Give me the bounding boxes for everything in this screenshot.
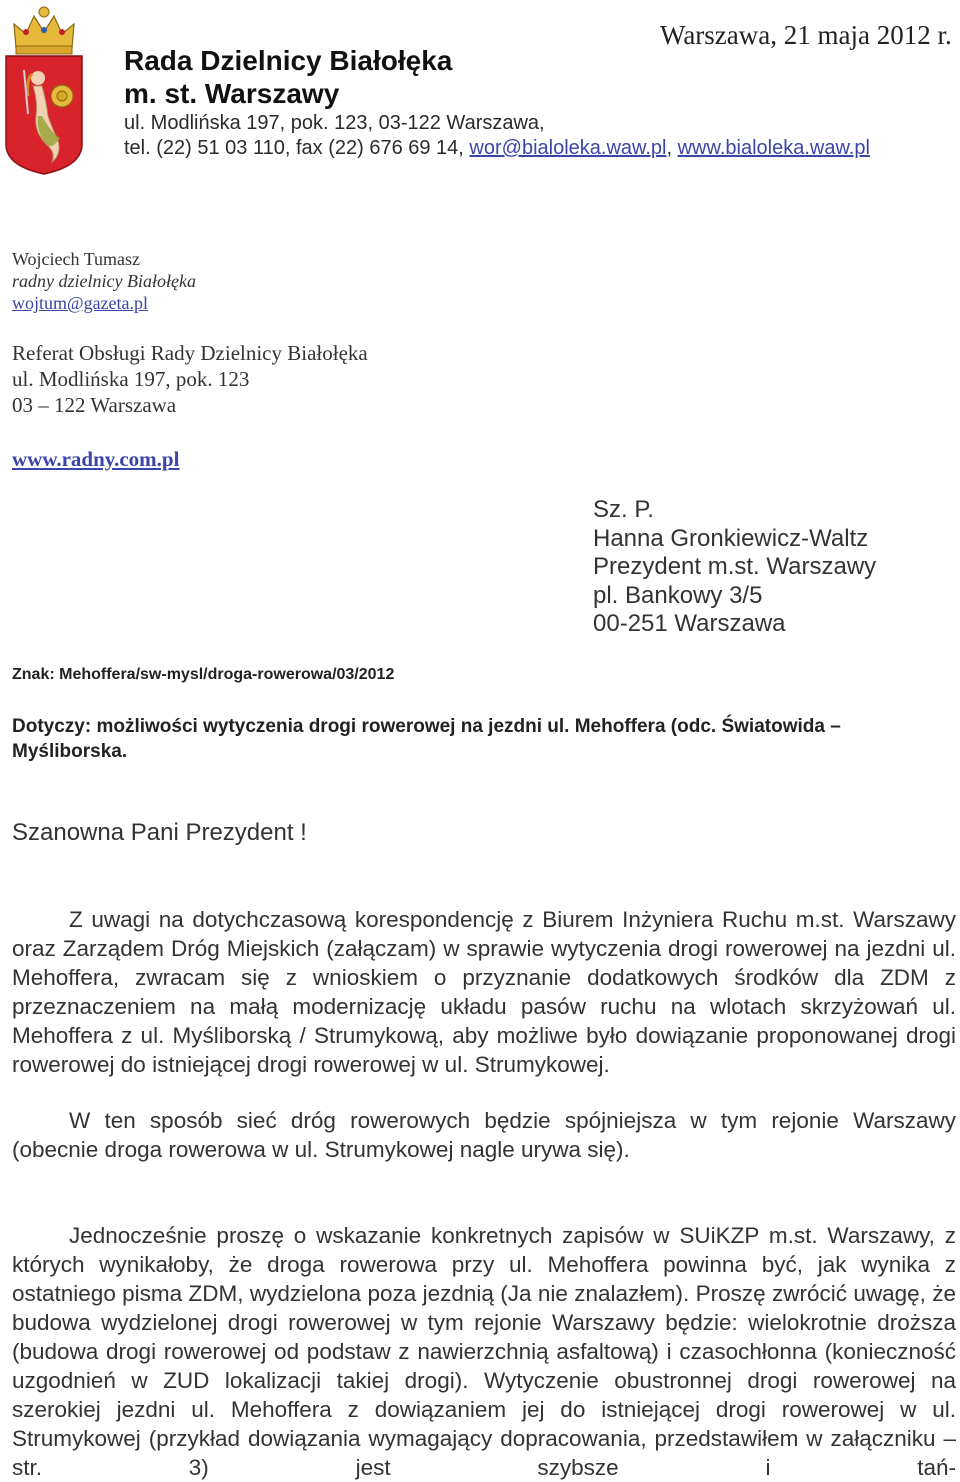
organization-street: ul. Modlińska 197, pok. 123, 03-122 Warszawa, xyxy=(124,112,545,134)
reference-number: Znak: Mehoffera/sw-mysl/droga-rowerowa/03/2012 xyxy=(12,666,395,683)
body-paragraph-2: W ten sposób sieć dróg rowerowych będzie spójniejsza w tym rejonie Warszawy (obecnie droga rowerowa w ul. Strumykowej nagle urywa się). xyxy=(12,1108,956,1162)
organization-address xyxy=(124,111,870,161)
addressee-title: Sz. P. xyxy=(593,496,654,523)
organization-name xyxy=(124,44,452,110)
addressee-postcode: 00-251 Warszawa xyxy=(593,610,786,637)
addressee-position: Prezydent m.st. Warszawy xyxy=(593,553,877,580)
letter-subject: Dotyczy: możliwości wytyczenia drogi rowerowej na jezdni ul. Mehoffera (odc. Światowida – Myśliborska. xyxy=(12,716,841,762)
office-street: ul. Modlińska 197, pok. 123 xyxy=(12,367,250,391)
recipient-office-block xyxy=(12,340,368,418)
addressee-street: pl. Bankowy 3/5 xyxy=(593,581,763,609)
addressee-name: Hanna Gronkiewicz-Waltz xyxy=(593,524,869,552)
body-paragraph-1: Z uwagi na dotychczasową korespondencję z Biurem Inżyniera Ruchu m.st. Warszawy oraz Zarządem Dróg Miejskich (załączam) w sprawie wytyczenia drogi rowerowej na jezdni ul. Mehoffera, zwracam się z wnioskiem o przyznanie dodatkowych środków dla ZDM z przeznaczeniem na małą modernizację układu pasów ruchu na wlotach skrzyżowań ul. Mehoffera z ul. Myśliborską / Strumykową, aby możliwe było dowiązanie proponowanej drogi rowerowej do istniejącej drogi rowerowej w ul. Strumykowej. xyxy=(12,907,956,1077)
organization-website-link[interactable]: www.bialoleka.waw.pl xyxy=(677,137,870,159)
salutation: Szanowna Pani Prezydent ! xyxy=(12,819,307,846)
body-paragraph-3: Jednocześnie proszę o wskazanie konkretnych zapisów w SUiKZP m.st. Warszawy, z których wynikałoby, że droga rowerowa przy ul. Mehoffera powinna być, jak wynika z ostatniego pisma ZDM, wydzielona poza jezdnią (Ja nie znalazłem). Proszę zwrócić uwagę, że budowa wydzielonej drogi rowerowej w tym rejonie Warszawy będzie: wielokrotnie droższa (budowa drogi rowerowej od podstaw z nawierzchnią asfaltową) i czasochłonna (konieczność uzgodnień w ZUD lokalizacji takiej drogi). Wytyczenie obustronnej drogi rowerowej na szerokiej jezdni ul. Mehoffera z dowiązaniem jej do istniejącej drogi rowerowej w ul. Strumykowej (przykład dowiązania wymagający dopracowania, przedstawiłem w załączniku – str. 3) jest szybsze i tań- xyxy=(12,1223,956,1480)
sender-role: radny dzielnicy Białołęka xyxy=(12,271,196,291)
sender-email-link[interactable]: wojtum@gazeta.pl xyxy=(12,293,149,313)
warsaw-coat-of-arms-logo xyxy=(2,4,86,176)
addressee-block xyxy=(593,496,876,639)
office-name: Referat Obsługi Rady Dzielnicy Białołęka xyxy=(12,341,368,365)
sender-block xyxy=(12,248,196,314)
organization-name-line-1: Rada Dzielnicy Białołęka xyxy=(124,45,453,76)
radny-website-link[interactable]: www.radny.com.pl xyxy=(12,447,180,471)
contact-separator: , xyxy=(666,137,678,159)
organization-email-link[interactable]: wor@bialoleka.waw.pl xyxy=(469,137,667,159)
crown-icon xyxy=(14,7,74,54)
office-postcode: 03 – 122 Warszawa xyxy=(12,393,177,417)
organization-contact xyxy=(124,136,870,161)
sender-name: Wojciech Tumasz xyxy=(12,249,141,269)
letter-date: Warszawa, 21 maja 2012 r. xyxy=(660,20,952,50)
organization-name-line-2: m. st. Warszawy xyxy=(124,78,340,109)
organization-phone-fax: tel. (22) 51 03 110, fax (22) 676 69 14, xyxy=(124,137,470,159)
